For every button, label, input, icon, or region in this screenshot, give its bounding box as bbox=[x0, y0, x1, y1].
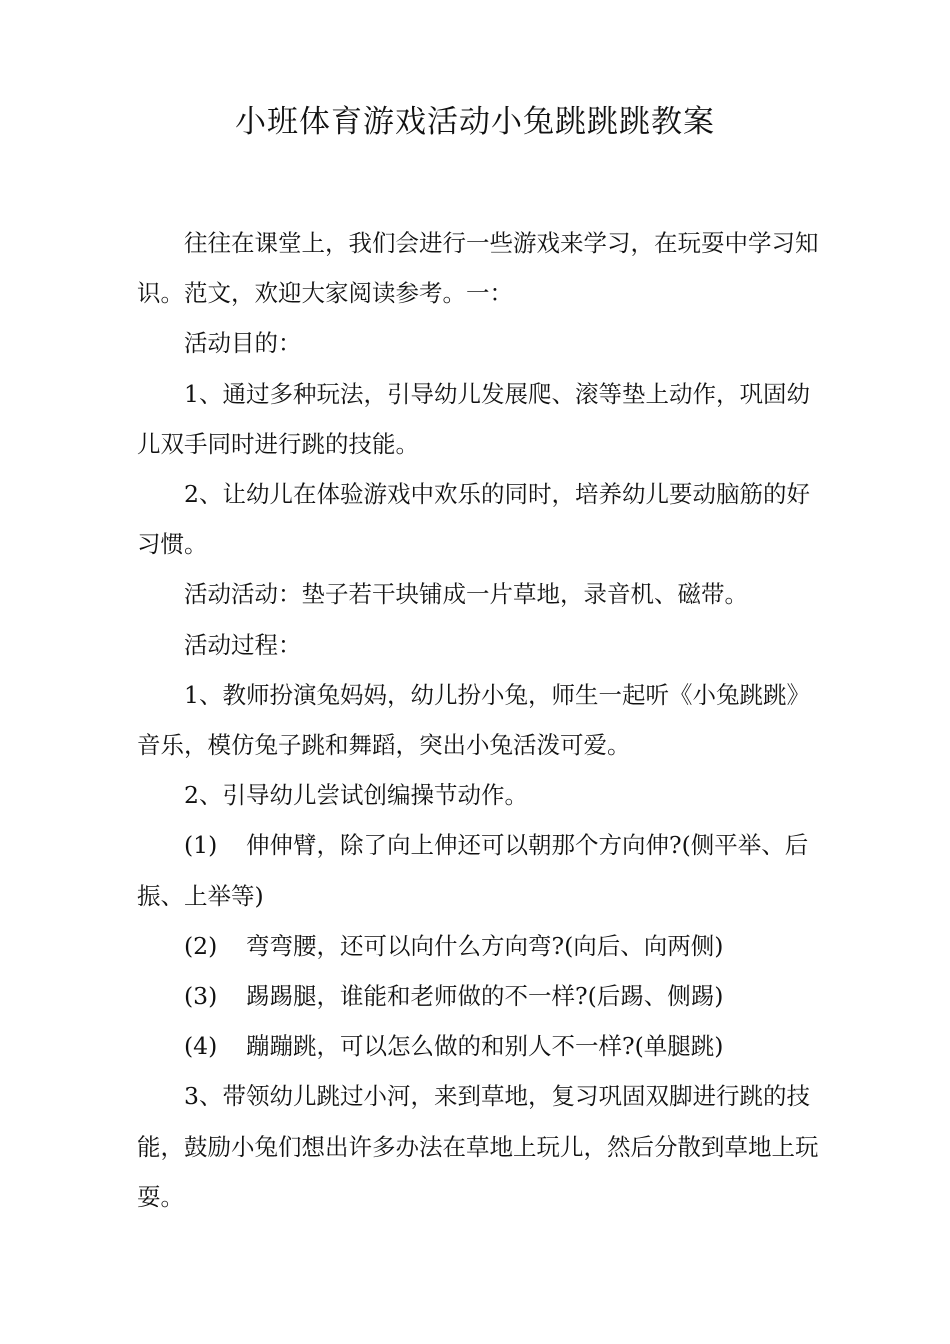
sub-item-text: 踢踢腿，谁能和老师做的不一样?(后踢、侧踢) bbox=[246, 982, 724, 1011]
document-body bbox=[137, 218, 832, 1222]
sub-item bbox=[137, 820, 832, 920]
document-title: 小班体育游戏活动小兔跳跳跳教案 bbox=[235, 104, 715, 140]
goals-heading: 活动目的： bbox=[184, 329, 302, 358]
sub-item bbox=[137, 1021, 832, 1071]
step-2-paragraph: 2、引导幼儿尝试创编操节动作。 bbox=[184, 781, 528, 810]
process-heading: 活动过程： bbox=[184, 630, 302, 659]
sub-item bbox=[137, 921, 832, 971]
sub-item-text: 伸伸臂，除了向上伸还可以朝那个方向伸?(侧平举、后振、上举等) bbox=[137, 831, 809, 910]
sub-item-number: (2) bbox=[184, 931, 218, 960]
sub-item-number: (3) bbox=[184, 982, 218, 1011]
sub-item-text: 蹦蹦跳，可以怎么做的和别人不一样?(单腿跳) bbox=[246, 1032, 724, 1061]
goal-1-paragraph: 1、通过多种玩法，引导幼儿发展爬、滚等垫上动作，巩固幼儿双手同时进行跳的技能。 bbox=[137, 379, 810, 458]
sub-item-number: (1) bbox=[184, 831, 218, 860]
materials-paragraph: 活动活动：垫子若干块铺成一片草地，录音机、磁带。 bbox=[184, 580, 748, 609]
intro-paragraph: 往往在课堂上，我们会进行一些游戏来学习，在玩耍中学习知识。范文，欢迎大家阅读参考。一： bbox=[137, 229, 819, 308]
step-1-paragraph: 1、教师扮演兔妈妈，幼儿扮小兔，师生一起听《小兔跳跳》音乐，模仿兔子跳和舞蹈，突出小兔活泼可爱。 bbox=[137, 680, 810, 760]
goal-2-paragraph: 2、让幼儿在体验游戏中欢乐的同时，培养幼儿要动脑筋的好习惯。 bbox=[137, 480, 810, 559]
sub-item-text: 弯弯腰，还可以向什么方向弯?(向后、向两侧) bbox=[246, 931, 724, 960]
sub-item-number: (4) bbox=[184, 1032, 218, 1061]
step-3-paragraph: 3、带领幼儿跳过小河，来到草地，复习巩固双脚进行跳的技能，鼓励小兔们想出许多办法在草地上玩儿，然后分散到草地上玩耍。 bbox=[137, 1082, 819, 1211]
sub-item bbox=[137, 971, 832, 1021]
